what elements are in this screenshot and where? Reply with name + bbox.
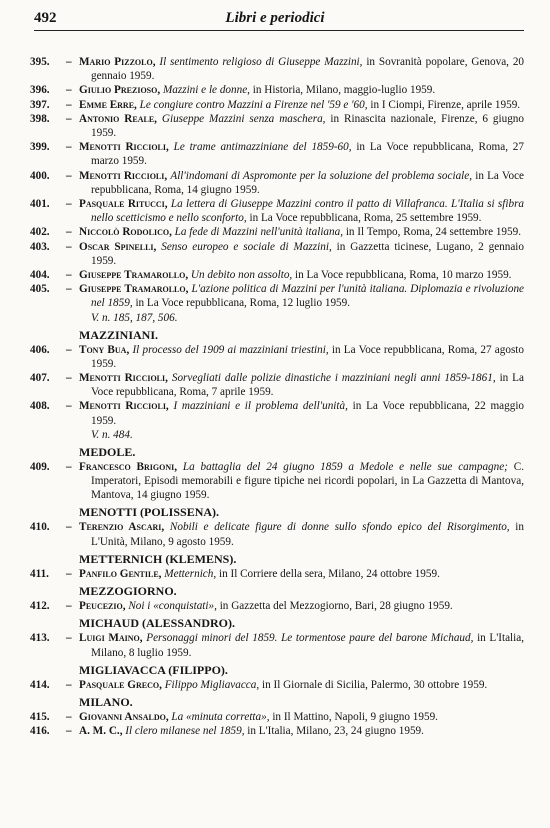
bibliography-entry — [0, 197, 550, 225]
entry-dash: – — [66, 400, 72, 413]
entry-dash: – — [66, 240, 72, 253]
entry-title: Senso europeo e sociale di Mazzini, — [161, 240, 332, 253]
entry-source: in Gazzetta del Mezzogiorno, Bari, 28 giugno 1959. — [219, 600, 453, 613]
entry-source: in L'Unità, Milano, 9 agosto 1959. — [91, 521, 524, 548]
bibliography-entry — [0, 520, 550, 548]
entry-number: 406. — [30, 343, 50, 356]
entry-number: 414. — [30, 678, 50, 691]
entry-title: Metternich, — [164, 567, 217, 580]
entry-title: Le trame antimazziniane del 1859-60, — [173, 141, 352, 154]
entry-title: L'azione politica di Mazzini per l'unità italiana. Diplomazia e rivoluzione nel 1859, — [91, 283, 525, 310]
entry-source: in La Voce repubblicana, Roma, 25 settembre 1959. — [249, 212, 482, 225]
bibliography-entry — [0, 371, 550, 399]
entry-author: Menotti Riccioli, — [79, 372, 168, 385]
entry-dash: – — [66, 283, 72, 296]
entry-text — [79, 724, 524, 738]
entry-text — [79, 55, 524, 83]
entry-number: 399. — [30, 141, 50, 154]
entry-text — [79, 678, 524, 692]
entry-author: Tony Bua, — [79, 343, 130, 356]
entry-author: Emme Erre, — [79, 98, 137, 111]
entry-text — [79, 520, 524, 548]
entry-dash: – — [66, 56, 72, 68]
running-title: Libri e periodici — [225, 10, 325, 26]
entry-dash: – — [66, 226, 72, 239]
entry-number: 405. — [30, 283, 50, 296]
bibliography-entry — [0, 225, 550, 239]
section-heading: MICHAUD (ALESSANDRO). — [79, 616, 236, 631]
header-rule — [34, 30, 524, 31]
entry-title: I mazziniani e il problema dell'unità, — [173, 400, 348, 413]
entry-text — [79, 197, 524, 225]
bibliography-entry — [0, 567, 550, 581]
entry-author: Menotti Riccioli, — [79, 400, 169, 413]
entry-text — [79, 460, 524, 503]
entry-title: Mazzini e le donne, — [162, 84, 250, 97]
entry-text — [79, 240, 524, 268]
entry-title: Il sentimento religioso di Giuseppe Mazzini, — [159, 56, 363, 68]
entry-number: 401. — [30, 198, 50, 211]
entry-dash: – — [66, 460, 72, 473]
entry-text — [79, 343, 524, 371]
entry-author: Giulio Prezioso, — [79, 84, 161, 97]
entry-author: Luigi Maino, — [79, 632, 143, 645]
entry-source: in Il Giornale di Sicilia, Palermo, 30 ottobre 1959. — [261, 678, 488, 691]
entry-number: 415. — [30, 710, 50, 723]
entry-source: in La Voce repubblicana, Roma, 27 agosto 1959. — [91, 343, 525, 370]
entry-number: 408. — [30, 400, 50, 413]
entry-dash: – — [66, 112, 72, 125]
entry-title: Un debito non assolto, — [190, 269, 293, 282]
entry-dash: – — [66, 632, 72, 645]
entry-text — [79, 169, 524, 197]
entry-number: 397. — [30, 98, 50, 111]
entry-source: in Rinascita nazionale, Firenze, 6 giugno 1959. — [91, 112, 524, 140]
bibliography-entry — [0, 140, 550, 168]
bibliography-entry — [0, 55, 550, 83]
entry-number: 412. — [30, 600, 50, 613]
entry-dash: – — [66, 98, 72, 111]
entry-number: 413. — [30, 632, 50, 645]
entry-author: Giuseppe Tramarollo, — [79, 269, 189, 282]
bibliography-entry — [0, 710, 550, 724]
entry-source: in Historia, Milano, maggio-luglio 1959. — [252, 84, 436, 97]
entry-number: 410. — [30, 521, 50, 534]
entry-text — [79, 268, 524, 282]
section-heading: MIGLIAVACCA (FILIPPO). — [79, 662, 228, 677]
entry-title: Giuseppe Mazzini senza maschera, — [161, 112, 326, 125]
bibliography-entry — [0, 678, 550, 692]
entry-text — [79, 225, 524, 239]
entry-author: Giuseppe Tramarollo, — [79, 283, 189, 296]
bibliography-entry — [0, 240, 550, 268]
bibliography-list — [0, 55, 550, 738]
entry-dash: – — [66, 169, 72, 182]
bibliography-entry — [0, 724, 550, 738]
page-header — [0, 6, 550, 30]
bibliography-entry — [0, 282, 550, 310]
entry-author: Pasquale Greco, — [79, 678, 162, 691]
entry-number: 402. — [30, 226, 50, 239]
entry-source: C. Imperatori, Episodi memorabili e figure tipiche nei ricordi popolari, in La Gazzetta di Mantova, Mantova, 14 giugno 1959. — [91, 460, 525, 502]
bibliography-entry — [0, 460, 550, 503]
entry-number: 407. — [30, 372, 50, 385]
bibliography-entry — [0, 399, 550, 427]
section-heading: MILANO. — [79, 694, 133, 709]
bibliography-entry — [0, 98, 550, 112]
entry-author: Panfilo Gentile, — [79, 567, 162, 580]
bibliography-entry — [0, 343, 550, 371]
entry-number: 409. — [30, 460, 50, 473]
entry-text — [79, 710, 524, 724]
bibliography-entry — [0, 169, 550, 197]
entry-source: in Il Corriere della sera, Milano, 24 ottobre 1959. — [218, 567, 440, 580]
entry-source: in Sovranità popolare, Genova, 20 gennaio 1959. — [91, 56, 525, 83]
entry-dash: – — [66, 343, 72, 356]
section-heading: MEZZOGIORNO. — [79, 584, 177, 599]
entry-author: Giovanni Ansaldo, — [79, 710, 169, 723]
entry-source: in La Voce repubblicana, Roma, 12 luglio 1959. — [135, 297, 351, 310]
entry-author: Peucezio, — [79, 600, 126, 613]
entry-number: 416. — [30, 725, 50, 738]
cross-reference: V. n. 484. — [91, 428, 133, 441]
entry-dash: – — [66, 84, 72, 97]
entry-title: All'indomani di Aspromonte per la soluzione del problema sociale, — [170, 169, 473, 182]
entry-author: A. M. C., — [79, 725, 123, 738]
entry-title: Filippo Migliavacca, — [164, 678, 260, 691]
entry-number: 403. — [30, 240, 50, 253]
bibliography-entry — [0, 268, 550, 282]
entry-number: 398. — [30, 112, 50, 125]
entry-source: in L'Italia, Milano, 8 luglio 1959. — [91, 632, 525, 659]
entry-author: Oscar Spinelli, — [79, 240, 157, 253]
entry-title: Personaggi minori del 1859. Le tormentose paure del barone Michaud, — [146, 632, 474, 645]
entry-dash: – — [66, 141, 72, 154]
entry-title: Le congiure contro Mazzini a Firenze nel '59 e '60, — [139, 98, 368, 111]
page-number: 492 — [34, 10, 57, 26]
entry-dash: – — [66, 269, 72, 282]
entry-text — [79, 112, 524, 140]
entry-title: La fede di Mazzini nell'unità italiana, — [174, 226, 344, 239]
entry-text — [79, 631, 524, 659]
entry-source: in Il Mattino, Napoli, 9 giugno 1959. — [272, 710, 438, 723]
entry-source: in Il Tempo, Roma, 24 settembre 1959. — [345, 226, 521, 239]
entry-source: in La Voce repubblicana, Roma, 14 giugno 1959. — [91, 169, 525, 196]
entry-dash: – — [66, 521, 72, 534]
entry-dash: – — [66, 725, 72, 738]
entry-dash: – — [66, 567, 72, 580]
entry-title: Il processo del 1909 ai mazziniani triestini, — [132, 343, 329, 356]
entry-source: in La Voce repubblicana, Roma, 27 marzo 1959. — [91, 141, 524, 168]
entry-title: Nobili e delicate figure di donne sullo sfondo epico del Risorgimento, — [169, 521, 510, 534]
entry-source: in La Voce repubblicana, Roma, 7 aprile 1959. — [91, 372, 524, 399]
entry-source: in La Voce repubblicana, Roma, 10 marzo 1959. — [295, 269, 512, 282]
entry-author: Menotti Riccioli, — [79, 169, 168, 182]
bibliography-entry — [0, 631, 550, 659]
entry-title: Noi i «conquistati», — [128, 600, 217, 613]
entry-text — [79, 140, 524, 168]
entry-dash: – — [66, 678, 72, 691]
entry-title: Il clero milanese nel 1859, — [125, 725, 245, 738]
entry-source: in L'Italia, Milano, 23, 24 giugno 1959. — [247, 725, 424, 738]
entry-source: in I Ciompi, Firenze, aprile 1959. — [370, 98, 521, 111]
entry-dash: – — [66, 600, 72, 613]
section-heading: MENOTTI (POLISSENA). — [79, 505, 220, 520]
entry-source: in La Voce repubblicana, 22 maggio 1959. — [91, 400, 525, 427]
cross-reference: V. n. 185, 187, 506. — [91, 311, 178, 324]
entry-title: La «minuta corretta», — [171, 710, 270, 723]
entry-author: Menotti Riccioli, — [79, 141, 169, 154]
entry-dash: – — [66, 710, 72, 723]
entry-title: Sorvegliati dalle polizie dinastiche i mazziniani negli anni 1859-1861, — [171, 372, 496, 385]
entry-source: in Gazzetta ticinese, Lugano, 2 gennaio 1959. — [91, 240, 525, 267]
entry-number: 411. — [30, 567, 49, 580]
bibliography-entry — [0, 83, 550, 97]
entry-author: Antonio Reale, — [79, 112, 157, 125]
entry-author: Mario Pizzolo, — [79, 56, 156, 68]
entry-author: Francesco Brigoni, — [79, 460, 178, 473]
entry-text — [79, 98, 524, 112]
section-heading: MEDOLE. — [79, 444, 136, 459]
entry-title: La lettera di Giuseppe Mazzini contro il patto di Villafranca. L'Italia si sfibra nello scetticismo e nello sconforto, — [91, 198, 525, 225]
bibliography-entry — [0, 599, 550, 613]
entry-dash: – — [66, 372, 72, 385]
entry-number: 400. — [30, 169, 50, 182]
entry-author: Niccolò Rodolico, — [79, 226, 172, 239]
entry-author: Terenzio Ascari, — [79, 521, 165, 534]
section-heading: METTERNICH (KLEMENS). — [79, 551, 237, 566]
entry-text — [79, 83, 524, 97]
entry-number: 395. — [30, 56, 50, 68]
entry-number: 396. — [30, 84, 50, 97]
entry-author: Pasquale Ritucci, — [79, 198, 168, 211]
entry-text — [79, 399, 524, 427]
entry-dash: – — [66, 198, 72, 211]
entry-title: La battaglia del 24 giugno 1859 a Medole e nelle sue campagne; — [182, 460, 508, 473]
entry-number: 404. — [30, 269, 50, 282]
section-heading: MAZZINIANI. — [79, 327, 159, 342]
entry-text — [79, 599, 524, 613]
entry-text — [79, 282, 524, 310]
bibliography-entry — [0, 112, 550, 140]
entry-text — [79, 567, 524, 581]
entry-text — [79, 371, 524, 399]
